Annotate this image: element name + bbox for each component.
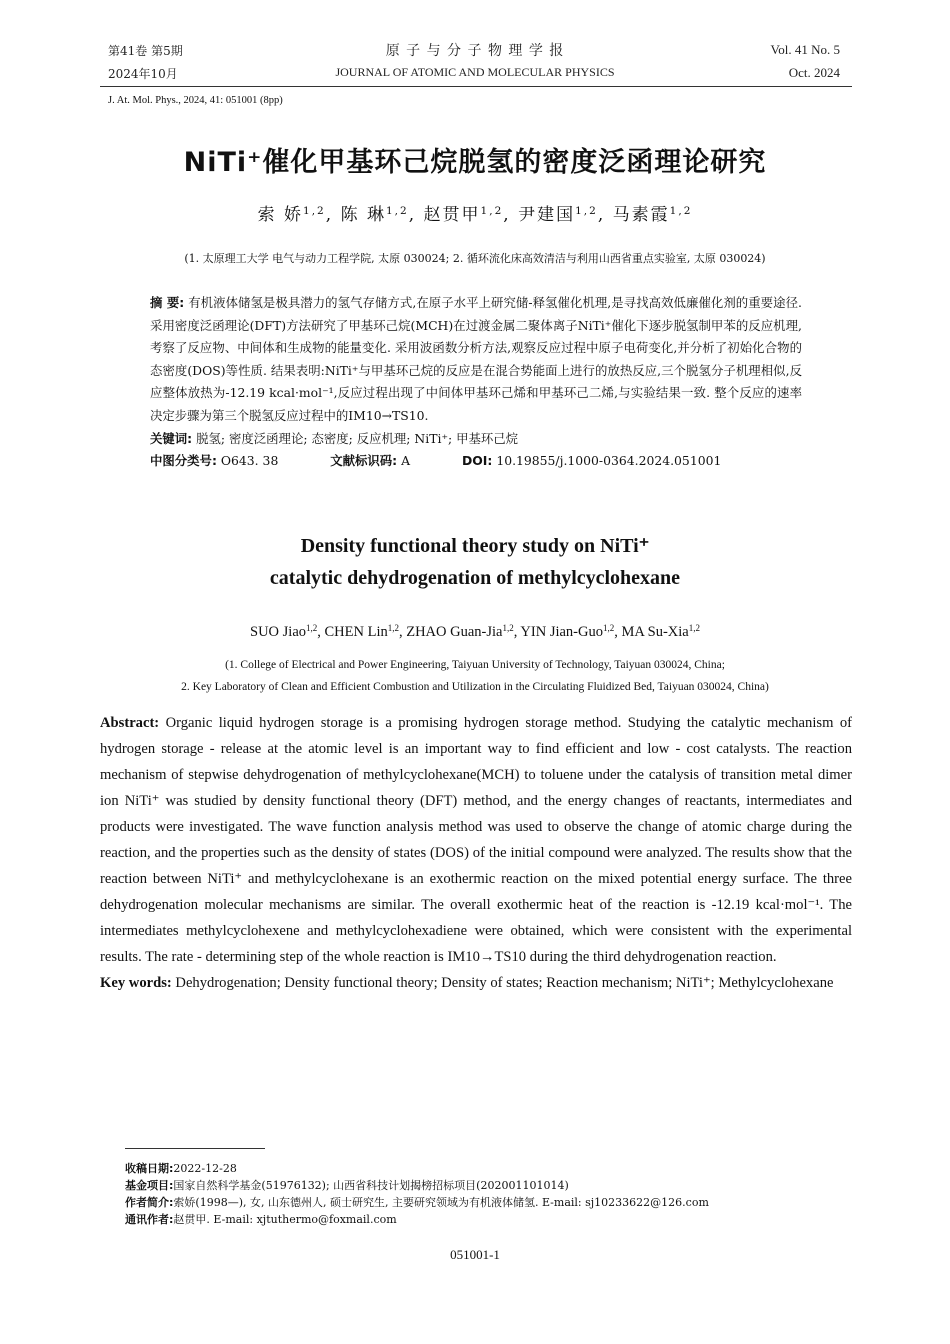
author-name: 赵贯甲 (423, 205, 481, 225)
authors-cn (0, 200, 950, 225)
author-affiliation-sup: 1,2 (669, 205, 693, 218)
footnote-text: 2022-12-28 (173, 1162, 237, 1175)
footnote-text: 国家自然科学基金(51976132); 山西省科技计划揭榜招标项目(202001101014) (173, 1179, 569, 1192)
journal-title-cn: 原 子 与 分 子 物 理 学 报 (385, 43, 565, 59)
footnote-label: 通讯作者: (125, 1213, 174, 1226)
footnote-label: 收稿日期: (125, 1162, 174, 1175)
author-affiliation-sup: 1,2 (387, 623, 399, 634)
author-separator: , (513, 624, 521, 640)
abstract-text-cn: 有机液体储氢是极具潜力的氢气存储方式,在原子水平上研究储-释氢催化机理,是寻找高效低廉催化剂的重要途径. 采用密度泛函理论(DFT)方法研究了甲基环己烷(MCH)在过渡金属二聚体离子NiTi⁺催化下逐步脱氢制甲苯的反应机理,考察了反应物、中间体和生成物的能量变化. 采用波函数分析方法,观察反应过程中原子电荷变化,并分析了初始化合物的态密度(DOS)等性质. 结果表明:NiTi⁺与甲基环己烷的反应是在混合势能面上进行的放热反应,三个脱氢分子机理相似,反应整体放热为-12.19 kcal·mol⁻¹,反应过程出现了中间体甲基环己烯和甲基环己二烯,与实验结果一致. 整个反应的速率决定步骤为第三个脱氢反应过程中的IM10→TS10. (150, 295, 802, 423)
author-affiliation-sup: 1,2 (385, 205, 409, 218)
date-en: Oct. 2024 (788, 65, 840, 80)
header-rule (100, 86, 852, 87)
keywords-text-cn: 脱氢; 密度泛函理论; 态密度; 反应机理; NiTi⁺; 甲基环己烷 (196, 430, 519, 446)
footnote-row (125, 1194, 709, 1211)
author-separator: , (398, 624, 407, 640)
page-number: 051001-1 (450, 1247, 500, 1262)
volume-cn: 第41卷 第5期 (108, 44, 183, 58)
author-affiliation-sup: 1,2 (303, 205, 326, 218)
author-name: 索 娇 (257, 205, 303, 225)
clc-label: 中图分类号: (150, 453, 217, 469)
affiliation-cn: (1. 太原理工大学 电气与动力工程学院, 太原 030024; 2. 循环流化床高效清洁与利用山西省重点实验室, 太原 030024) (184, 252, 766, 265)
author-name: SUO Jiao (250, 624, 307, 640)
keywords-text-en: Dehydrogenation; Density functional theory; Density of states; Reaction mechanism; NiTi⁺; Methylcyclohexane (175, 975, 834, 991)
author-name: 尹建国 (518, 205, 576, 225)
doi-label: DOI: (461, 453, 493, 469)
footnotes (125, 1160, 709, 1228)
abstract-cn (150, 292, 802, 473)
abstract-en (100, 710, 852, 996)
authors-en (0, 624, 950, 641)
author-affiliation-sup: 1,2 (480, 205, 504, 218)
footnote-text: 索娇(1998—), 女, 山东德州人, 硕士研究生, 主要研究领域为有机液体储氢. E-mail: sj10233622@126.com (173, 1196, 709, 1209)
footnote-rule (125, 1148, 265, 1149)
footnote-row (125, 1160, 709, 1177)
keywords-cn (150, 428, 802, 451)
author-name: MA Su-Xia (621, 624, 689, 640)
author-name: ZHAO Guan-Jia (406, 624, 503, 640)
clc-value: O643. 38 (220, 453, 279, 469)
abstract-label-en: Abstract: (100, 715, 160, 731)
author-name: YIN Jian-Guo (520, 624, 603, 640)
footnote-label: 作者简介: (125, 1196, 174, 1209)
doccode-value: A (401, 453, 411, 469)
title-en-line2: catalytic dehydrogenation of methylcyclohexane (269, 567, 681, 589)
author-separator: , (503, 205, 519, 225)
author-separator: , (614, 624, 622, 640)
date-cn: 2024年10月 (108, 67, 178, 81)
title-cn: NiTi⁺催化甲基环己烷脱氢的密度泛函理论研究 (183, 147, 767, 178)
doccode-label: 文献标识码: (330, 453, 398, 469)
affiliation-en-1: (1. College of Electrical and Power Engineering, Taiyuan University of Technology, Taiyuan 030024, China; (225, 659, 725, 671)
author-name: 马素霞 (612, 205, 670, 225)
footnote-row (125, 1177, 709, 1194)
keywords-label-cn: 关键词: (150, 430, 193, 446)
doi-value: 10.19855/j.1000-0364.2024.051001 (496, 453, 722, 469)
author-separator: , (408, 205, 424, 225)
author-affiliation-sup: 1,2 (502, 623, 514, 634)
volume-en: Vol. 41 No. 5 (770, 42, 840, 57)
abstract-label-cn: 摘 要: (150, 295, 185, 310)
title-en (0, 530, 950, 594)
author-affiliation-sup: 1,2 (306, 623, 318, 634)
abstract-text-en: Organic liquid hydrogen storage is a promising hydrogen storage method. Studying the catalytic mechanism of hydrogen storage - release at the atomic level is an important way to find efficient and low - cost catalysts. The reaction mechanism of stepwise dehydrogenation of methylcyclohexane(MCH) to toluene under the catalysis of transition metal dimer ion NiTi⁺ was studied by density functional theory (DFT) method, and the energy changes of reactants, intermediates and products were investigated. The wave function analysis method was used to observe the change of atomic charge during the reaction, and the properties such as the density of states (DOS) of the initial compound were analyzed. The results show that the reaction between NiTi⁺ and methylcyclohexane is an exothermic reaction on the mixed potential energy surface. The three dehydrogenation molecular mechanisms are similar. The overall exothermic heat of the reaction is -12.19 kcal·mol⁻¹. The intermediates methylcyclohexene and methylcyclohexadiene were obtained, which were consistent with the experimental results. The rate - determining step of the whole reaction is IM10→TS10 during the third dehydrogenation reaction. (100, 715, 852, 965)
title-en-line1: Density functional theory study on NiTi⁺ (300, 535, 650, 557)
classification-row (150, 450, 802, 473)
author-separator: , (317, 624, 325, 640)
author-affiliation-sup: 1,2 (575, 205, 598, 218)
citation: J. At. Mol. Phys., 2024, 41: 051001 (8pp) (108, 95, 283, 106)
author-separator: , (597, 205, 613, 225)
journal-title-en: JOURNAL OF ATOMIC AND MOLECULAR PHYSICS (335, 65, 615, 79)
author-affiliation-sup: 1,2 (602, 623, 615, 634)
footnote-row (125, 1211, 709, 1228)
footnote-text: 赵贯甲. E-mail: xjtuthermo@foxmail.com (173, 1213, 397, 1226)
keywords-en (100, 970, 852, 996)
author-name: CHEN Lin (324, 624, 388, 640)
keywords-label-en: Key words: (100, 975, 172, 991)
author-separator: , (325, 205, 341, 225)
author-name: 陈 琳 (340, 205, 386, 225)
footnote-label: 基金项目: (125, 1179, 174, 1192)
author-affiliation-sup: 1,2 (688, 623, 700, 634)
affiliation-en-2: 2. Key Laboratory of Clean and Efficient Combustion and Utilization in the Circulating Fluidized Bed, Taiyuan 030024, China) (181, 681, 769, 693)
